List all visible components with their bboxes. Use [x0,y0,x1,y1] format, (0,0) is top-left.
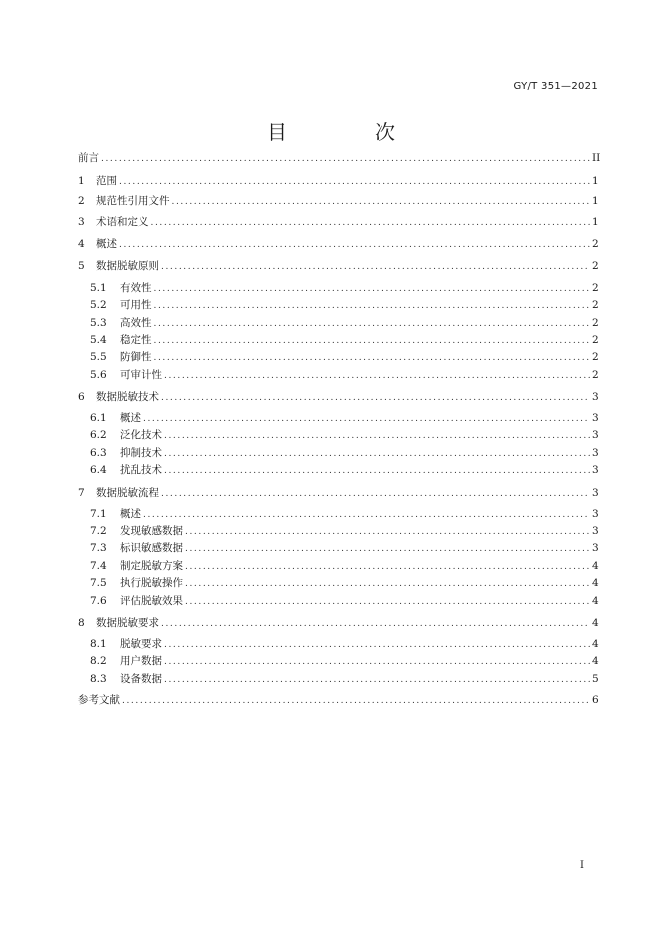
toc-entry[interactable] [78,616,598,630]
toc-entry-number: 5.6 [90,369,107,381]
toc-entry[interactable] [90,368,598,382]
toc-entry[interactable] [90,524,598,538]
toc-entry-page: 3 [592,429,599,441]
toc-entry-page: 2 [592,260,599,272]
toc-dot-leader [185,542,590,556]
toc-entry-label: 设备数据 [120,673,162,685]
toc-entry-page: 2 [592,238,599,250]
toc-entry-page: 4 [592,560,599,572]
toc-entry-label: 发现敏感数据 [120,525,183,537]
toc-dot-leader [164,655,590,669]
toc-entry[interactable] [78,486,598,500]
toc-entry-number: 5 [78,260,85,272]
toc-entry-number: 8 [78,617,85,629]
toc-entry-number: 6.2 [90,429,107,441]
toc-entry-number: 7.1 [90,508,107,520]
toc-entry-label: 数据脱敏要求 [96,617,159,629]
toc-entry-page: 1 [592,175,599,187]
toc-entry-number: 4 [78,238,85,250]
toc-dot-leader [154,351,591,365]
toc-entry-number: 5.1 [90,282,107,294]
toc-entry[interactable] [90,637,598,651]
toc-entry-label: 稳定性 [120,334,152,346]
toc-entry-number: 6.4 [90,464,107,476]
toc-entry-page: 2 [592,282,599,294]
page-number: I [580,860,584,871]
toc-entry-number: 8.3 [90,673,107,685]
toc-dot-leader [185,560,590,574]
toc-entry-page: 3 [592,464,599,476]
toc-entry[interactable] [78,259,598,273]
toc-entry-number: 8.1 [90,638,107,650]
toc-entry-number: 7 [78,487,85,499]
toc-entry-number: 3 [78,216,85,228]
toc-entry-page: 3 [592,447,599,459]
toc-dot-leader [172,195,591,209]
toc-entry[interactable] [90,428,598,442]
toc-entry[interactable] [90,281,598,295]
toc-entry-page: 3 [592,508,599,520]
toc-entry-page: 1 [592,195,599,207]
toc-entry[interactable] [90,298,598,312]
toc-entry[interactable] [90,350,598,364]
toc-entry[interactable] [78,194,598,208]
toc-entry-label: 泛化技术 [120,429,162,441]
toc-dot-leader [164,638,590,652]
toc-entry-label: 有效性 [120,282,152,294]
toc-entry-number: 7.5 [90,577,107,589]
toc-entry[interactable] [90,654,598,668]
toc-entry[interactable] [90,316,598,330]
toc-entry-page: 4 [592,655,599,667]
toc-dot-leader [119,175,590,189]
toc-dot-leader [161,487,590,501]
toc-entry-number: 7.6 [90,595,107,607]
toc-entry-page: 4 [592,638,599,650]
standard-number: GY/T 351—2021 [513,81,598,92]
toc-entry-label: 参考文献 [78,694,120,706]
toc-entry-label: 制定脱敏方案 [120,560,183,572]
toc-entry-label: 前言 [78,152,99,164]
toc-entry-label: 概述 [120,508,141,520]
toc-dot-leader [164,464,590,478]
toc-entry-label: 评估脱敏效果 [120,595,183,607]
toc-entry-page: 3 [592,542,599,554]
toc-entry[interactable] [90,672,598,686]
toc-entry-number: 5.2 [90,299,107,311]
toc-entry[interactable] [90,507,598,521]
toc-entry-label: 脱敏要求 [120,638,162,650]
toc-entry-label: 可用性 [120,299,152,311]
toc-dot-leader [119,238,590,252]
toc-entry-number: 6.3 [90,447,107,459]
toc-dot-leader [185,525,590,539]
toc-entry-page: 4 [592,617,599,629]
toc-entry-page: 4 [592,595,599,607]
toc-entry-page: 2 [592,317,599,329]
toc-entry-number: 5.3 [90,317,107,329]
toc-entry-label: 数据脱敏流程 [96,487,159,499]
toc-dot-leader [154,317,591,331]
toc-entry-label: 概述 [96,238,117,250]
toc-entry[interactable] [78,693,598,707]
toc-entry-number: 7.2 [90,525,107,537]
toc-entry-number: 7.3 [90,542,107,554]
toc-entry-label: 范围 [96,175,117,187]
toc-entry-page: 4 [592,577,599,589]
toc-dot-leader [143,412,590,426]
toc-entry-number: 2 [78,195,85,207]
toc-dot-leader [164,673,590,687]
toc-entry[interactable] [78,215,598,229]
toc-entry[interactable] [78,151,601,165]
toc-entry-page: 6 [592,694,599,706]
toc-entry-number: 5.4 [90,334,107,346]
toc-entry-label: 抑制技术 [120,447,162,459]
toc-entry-page: 2 [592,299,599,311]
toc-dot-leader [185,595,590,609]
toc-entry-page: 2 [592,351,599,363]
toc-entry[interactable] [90,594,598,608]
toc-entry-page: 5 [592,673,599,685]
toc-dot-leader [122,694,590,708]
toc-entry-page: 3 [592,412,599,424]
toc-entry-label: 概述 [120,412,141,424]
toc-entry-label: 高效性 [120,317,152,329]
toc-dot-leader [161,617,590,631]
toc-entry-page: 2 [592,334,599,346]
toc-entry-label: 扰乱技术 [120,464,162,476]
toc-entry-page: 3 [592,391,599,403]
toc-title: 目 次 [267,120,429,144]
toc-entry-number: 5.5 [90,351,107,363]
toc-dot-leader [154,282,591,296]
toc-entry-label: 防御性 [120,351,152,363]
toc-entry[interactable] [78,390,598,404]
toc-dot-leader [164,447,590,461]
toc-entry-number: 6.1 [90,412,107,424]
toc-dot-leader [143,508,590,522]
toc-entry[interactable] [78,174,598,188]
toc-entry-label: 执行脱敏操作 [120,577,183,589]
toc-entry[interactable] [90,463,598,477]
toc-entry-page: 1 [592,216,599,228]
toc-entry[interactable] [90,541,598,555]
toc-entry-page: 3 [592,525,599,537]
toc-dot-leader [101,152,590,166]
toc-entry-label: 用户数据 [120,655,162,667]
toc-entry-page: II [592,152,601,164]
toc-dot-leader [154,299,591,313]
toc-dot-leader [151,216,591,230]
toc-entry-number: 6 [78,391,85,403]
toc-entry-label: 数据脱敏原则 [96,260,159,272]
toc-dot-leader [164,369,590,383]
toc-entry[interactable] [90,411,598,425]
toc-dot-leader [154,334,591,348]
toc-entry[interactable] [90,559,598,573]
toc-entry[interactable] [90,576,598,590]
toc-entry-number: 1 [78,175,85,187]
toc-entry[interactable] [78,237,598,251]
toc-entry[interactable] [90,446,598,460]
toc-dot-leader [185,577,590,591]
toc-entry-page: 2 [592,369,599,381]
toc-entry-label: 数据脱敏技术 [96,391,159,403]
toc-entry-label: 可审计性 [120,369,162,381]
toc-entry-page: 3 [592,487,599,499]
toc-entry-label: 术语和定义 [96,216,149,228]
toc-dot-leader [164,429,590,443]
toc-dot-leader [161,391,590,405]
toc-entry-label: 规范性引用文件 [96,195,170,207]
toc-entry[interactable] [90,333,598,347]
toc-entry-number: 7.4 [90,560,107,572]
toc-dot-leader [161,260,590,274]
toc-entry-number: 8.2 [90,655,107,667]
toc-entry-label: 标识敏感数据 [120,542,183,554]
